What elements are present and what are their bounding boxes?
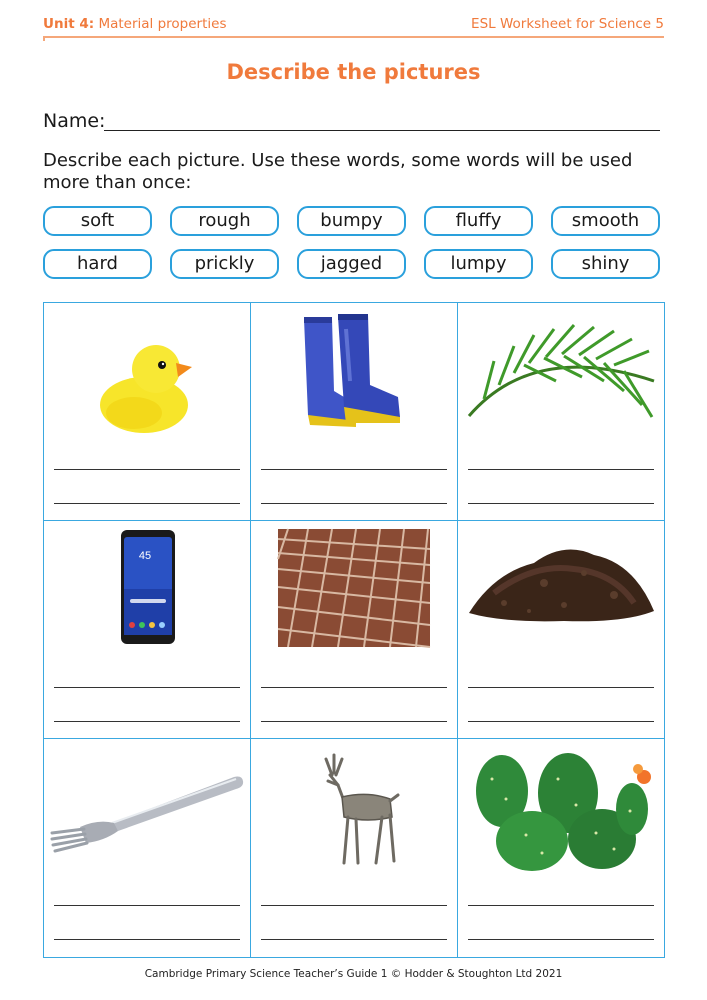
bricks-picture bbox=[278, 529, 430, 647]
soil-picture bbox=[464, 533, 659, 623]
answer-line[interactable] bbox=[54, 939, 240, 940]
word-box: bumpy bbox=[297, 206, 406, 236]
series-label: ESL Worksheet for Science 5 bbox=[471, 16, 664, 32]
answer-line[interactable] bbox=[54, 905, 240, 906]
grid-divider bbox=[44, 520, 664, 521]
wooden-deer-picture bbox=[298, 751, 408, 871]
answer-line[interactable] bbox=[468, 905, 654, 906]
fork-picture bbox=[50, 771, 245, 856]
answer-line[interactable] bbox=[54, 687, 240, 688]
page-header bbox=[43, 14, 664, 34]
phone-clock: 45 bbox=[138, 550, 152, 562]
cactus-picture bbox=[472, 749, 652, 873]
palm-leaf-picture bbox=[464, 321, 659, 426]
answer-line[interactable] bbox=[54, 721, 240, 722]
grid-divider bbox=[250, 303, 251, 957]
rubber-boots-picture bbox=[294, 311, 409, 431]
footer-copyright: Cambridge Primary Science Teacher’s Guide 1 © Hodder & Stoughton Ltd 2021 bbox=[144, 968, 563, 980]
header-rule bbox=[43, 36, 664, 38]
answer-line[interactable] bbox=[468, 469, 654, 470]
name-label: Name: bbox=[43, 110, 106, 132]
word-box: smooth bbox=[551, 206, 660, 236]
answer-line[interactable] bbox=[54, 469, 240, 470]
word-box: lumpy bbox=[424, 249, 533, 279]
grid-divider bbox=[44, 738, 664, 739]
answer-line[interactable] bbox=[261, 721, 447, 722]
word-box: shiny bbox=[551, 249, 660, 279]
answer-line[interactable] bbox=[261, 469, 447, 470]
word-box: prickly bbox=[170, 249, 279, 279]
answer-line[interactable] bbox=[54, 503, 240, 504]
unit-label: Unit 4: Material properties bbox=[43, 16, 227, 32]
header-rule-tick bbox=[43, 36, 45, 41]
instructions: Describe each picture. Use these words, some words will be used more than once: bbox=[43, 150, 633, 193]
picture-grid bbox=[43, 302, 665, 958]
word-box: soft bbox=[43, 206, 152, 236]
rubber-duck-picture bbox=[94, 333, 204, 438]
word-box: fluffy bbox=[424, 206, 533, 236]
answer-line[interactable] bbox=[468, 687, 654, 688]
word-box: rough bbox=[170, 206, 279, 236]
name-write-line[interactable] bbox=[104, 130, 660, 131]
smartphone-picture bbox=[120, 529, 176, 645]
answer-line[interactable] bbox=[261, 503, 447, 504]
answer-line[interactable] bbox=[468, 939, 654, 940]
answer-line[interactable] bbox=[468, 503, 654, 504]
answer-line[interactable] bbox=[261, 905, 447, 906]
answer-line[interactable] bbox=[468, 721, 654, 722]
grid-divider bbox=[457, 303, 458, 957]
word-box: jagged bbox=[297, 249, 406, 279]
answer-line[interactable] bbox=[261, 687, 447, 688]
page-title: Describe the pictures bbox=[226, 60, 481, 84]
word-box: hard bbox=[43, 249, 152, 279]
answer-line[interactable] bbox=[261, 939, 447, 940]
